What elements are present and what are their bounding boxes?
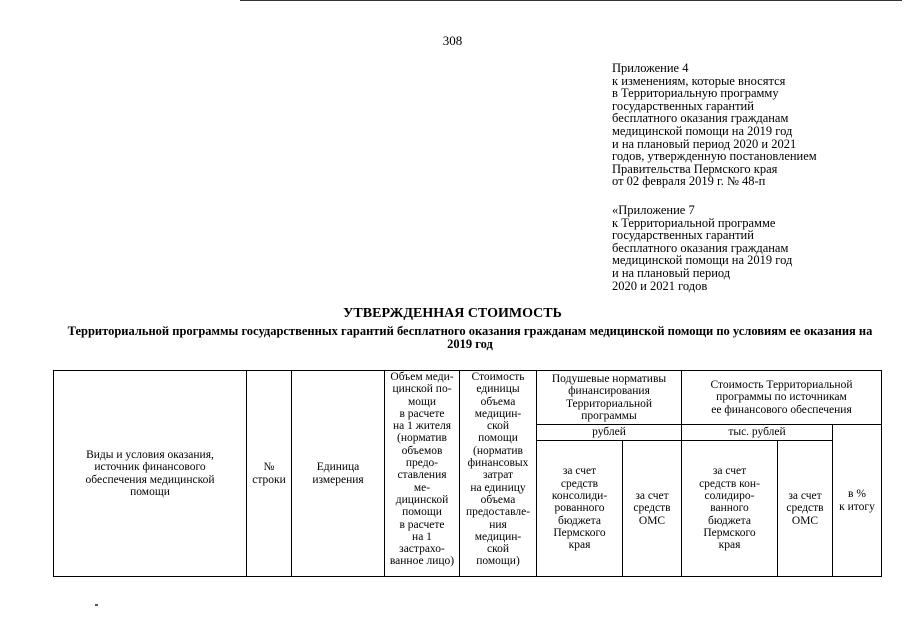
header-line: измерения bbox=[312, 473, 364, 486]
header-line: края bbox=[718, 539, 741, 552]
appendix-line: и на плановый период bbox=[612, 265, 731, 280]
header-line: (норматив bbox=[473, 444, 523, 457]
appendix-line: к Территориальной программе bbox=[612, 215, 776, 230]
header-line: помощи bbox=[130, 485, 170, 498]
header-cell-unit bbox=[292, 371, 385, 577]
header-line: в расчете bbox=[399, 407, 445, 420]
header-line: помощи) bbox=[476, 555, 520, 568]
header-line: Стоимость bbox=[471, 371, 525, 383]
header-line: помощи bbox=[402, 506, 442, 519]
appendix-line: от 02 февраля 2019 г. № 48-п bbox=[612, 174, 766, 189]
header-line: обеспечения медицинской bbox=[85, 473, 215, 486]
header-line: цинской по- bbox=[392, 383, 452, 396]
appendix-line: к изменениям, которые вносятся bbox=[612, 73, 786, 88]
header-line: Объем меди- bbox=[390, 371, 454, 383]
appendix-line: Правительства Пермского края bbox=[612, 161, 778, 176]
header-line: предо- bbox=[405, 457, 439, 470]
header-line: строки bbox=[252, 473, 286, 486]
header-line: средств bbox=[633, 502, 671, 515]
header-line: Пермского bbox=[703, 526, 756, 539]
page-number: 308 bbox=[442, 33, 463, 48]
header-line: в % bbox=[848, 488, 866, 501]
header-line: бюджета bbox=[708, 514, 751, 527]
header-line: ния bbox=[489, 518, 507, 531]
header-cell-unit-cost bbox=[460, 371, 537, 577]
header-line: мощи bbox=[407, 395, 437, 408]
header-line: финансовых bbox=[467, 457, 529, 470]
header-line: предоставле- bbox=[465, 506, 531, 519]
header-line: ОМС bbox=[791, 514, 819, 527]
header-line: за счет bbox=[635, 490, 669, 503]
header-line: ванного bbox=[710, 502, 749, 515]
header-cell-oms-trub bbox=[778, 441, 833, 577]
header-cell-consolidated-budget-trub bbox=[682, 441, 778, 577]
header-line: объема bbox=[480, 493, 516, 506]
header-line: ской bbox=[486, 420, 509, 433]
header-line: ской bbox=[486, 543, 509, 556]
header-line: солидиро- bbox=[704, 490, 755, 503]
top-border-line bbox=[240, 0, 902, 1]
header-line: в расчете bbox=[399, 518, 445, 531]
header-line: за счет bbox=[788, 490, 822, 503]
header-line: единицы bbox=[476, 383, 520, 396]
header-line: Единица bbox=[316, 461, 360, 474]
document-subtitle: Территориальной программы государственных гарантий бесплатного оказания гражданам медицинской помощи по условиям ее оказания на 2019 год bbox=[67, 324, 873, 351]
appendix-line: медицинской помощи на 2019 год bbox=[612, 253, 793, 268]
header-line: на 1 bbox=[412, 530, 432, 543]
appendix-line: и на плановый период 2020 и 2021 bbox=[612, 136, 797, 151]
header-line: застрахо- bbox=[399, 543, 445, 556]
header-line: источник финансового bbox=[94, 461, 206, 474]
header-line: за счет bbox=[712, 465, 747, 478]
appendix-line: бесплатного оказания гражданам bbox=[612, 240, 789, 255]
header-line: ставления bbox=[397, 469, 447, 482]
header-line: на единицу bbox=[470, 481, 526, 494]
appendix-line: годов, утвержденную постановлением bbox=[612, 149, 817, 164]
header-cell-row-number bbox=[247, 371, 292, 577]
header-cell-oms-rub bbox=[623, 441, 682, 577]
header-line: объема bbox=[480, 395, 516, 408]
header-line: медицин- bbox=[474, 407, 522, 420]
header-line: Стоимость Территориальной bbox=[710, 379, 853, 392]
header-line: ОМС bbox=[638, 514, 666, 527]
header-line: ее финансового обеспечения bbox=[711, 403, 852, 416]
appendix-line: 2020 и 2021 годов bbox=[612, 278, 708, 293]
appendix-line: государственных гарантий bbox=[612, 98, 754, 113]
header-line: (норматив bbox=[397, 432, 447, 445]
header-line: Подушевые нормативы bbox=[551, 372, 667, 385]
scan-mark bbox=[95, 604, 98, 606]
header-line: к итогу bbox=[839, 500, 875, 513]
cost-table bbox=[53, 370, 882, 577]
header-line: Виды и условия оказания, bbox=[86, 448, 214, 461]
header-cell-rubles: рублей bbox=[537, 425, 682, 441]
header-line: дицинской bbox=[395, 493, 449, 506]
document-title: УТВЕРЖДЕННАЯ СТОИМОСТЬ bbox=[343, 306, 562, 321]
header-line: консолиди- bbox=[551, 490, 608, 503]
header-cell-consolidated-budget-rub bbox=[537, 441, 623, 577]
header-line: объемов bbox=[401, 444, 443, 457]
header-cell-per-capita-norms bbox=[537, 371, 682, 425]
appendix-line: «Приложение 7 bbox=[612, 203, 695, 217]
header-line: программы по источникам bbox=[716, 391, 847, 404]
header-line: финансирования bbox=[568, 385, 650, 398]
appendix-4-header bbox=[612, 62, 817, 188]
header-line: программы bbox=[581, 409, 637, 422]
header-line: № bbox=[263, 461, 275, 474]
appendix-line: бесплатного оказания гражданам bbox=[612, 111, 789, 126]
header-line: средств кон- bbox=[699, 477, 760, 490]
header-line: рованного bbox=[554, 502, 605, 515]
header-cell-thousand-rubles: тыс. рублей bbox=[682, 425, 833, 441]
header-line: средств bbox=[786, 502, 824, 515]
header-cell-percent-total bbox=[833, 425, 882, 577]
appendix-line: государственных гарантий bbox=[612, 228, 754, 243]
header-line: ванное лицо) bbox=[389, 555, 455, 568]
header-cell-volume bbox=[385, 371, 460, 577]
header-cell-program-cost bbox=[682, 371, 882, 425]
header-line: затрат bbox=[482, 469, 514, 482]
header-line: на 1 жителя bbox=[392, 420, 452, 433]
header-line: Пермского bbox=[553, 526, 606, 539]
header-line: края bbox=[568, 539, 591, 552]
header-line: ме- bbox=[413, 481, 431, 494]
header-line: помощи bbox=[478, 432, 518, 445]
appendix-line: в Территориальную программу bbox=[612, 86, 779, 101]
header-cell-types bbox=[54, 371, 247, 577]
header-line: бюджета bbox=[558, 514, 601, 527]
header-line: Территориальной bbox=[565, 397, 653, 410]
header-line: средств bbox=[560, 477, 599, 490]
appendix-line: медицинской помощи на 2019 год bbox=[612, 123, 793, 138]
header-line: за счет bbox=[562, 465, 597, 478]
appendix-7-header bbox=[612, 204, 792, 292]
appendix-line: Приложение 4 bbox=[612, 61, 689, 75]
header-line: медицин- bbox=[474, 530, 522, 543]
